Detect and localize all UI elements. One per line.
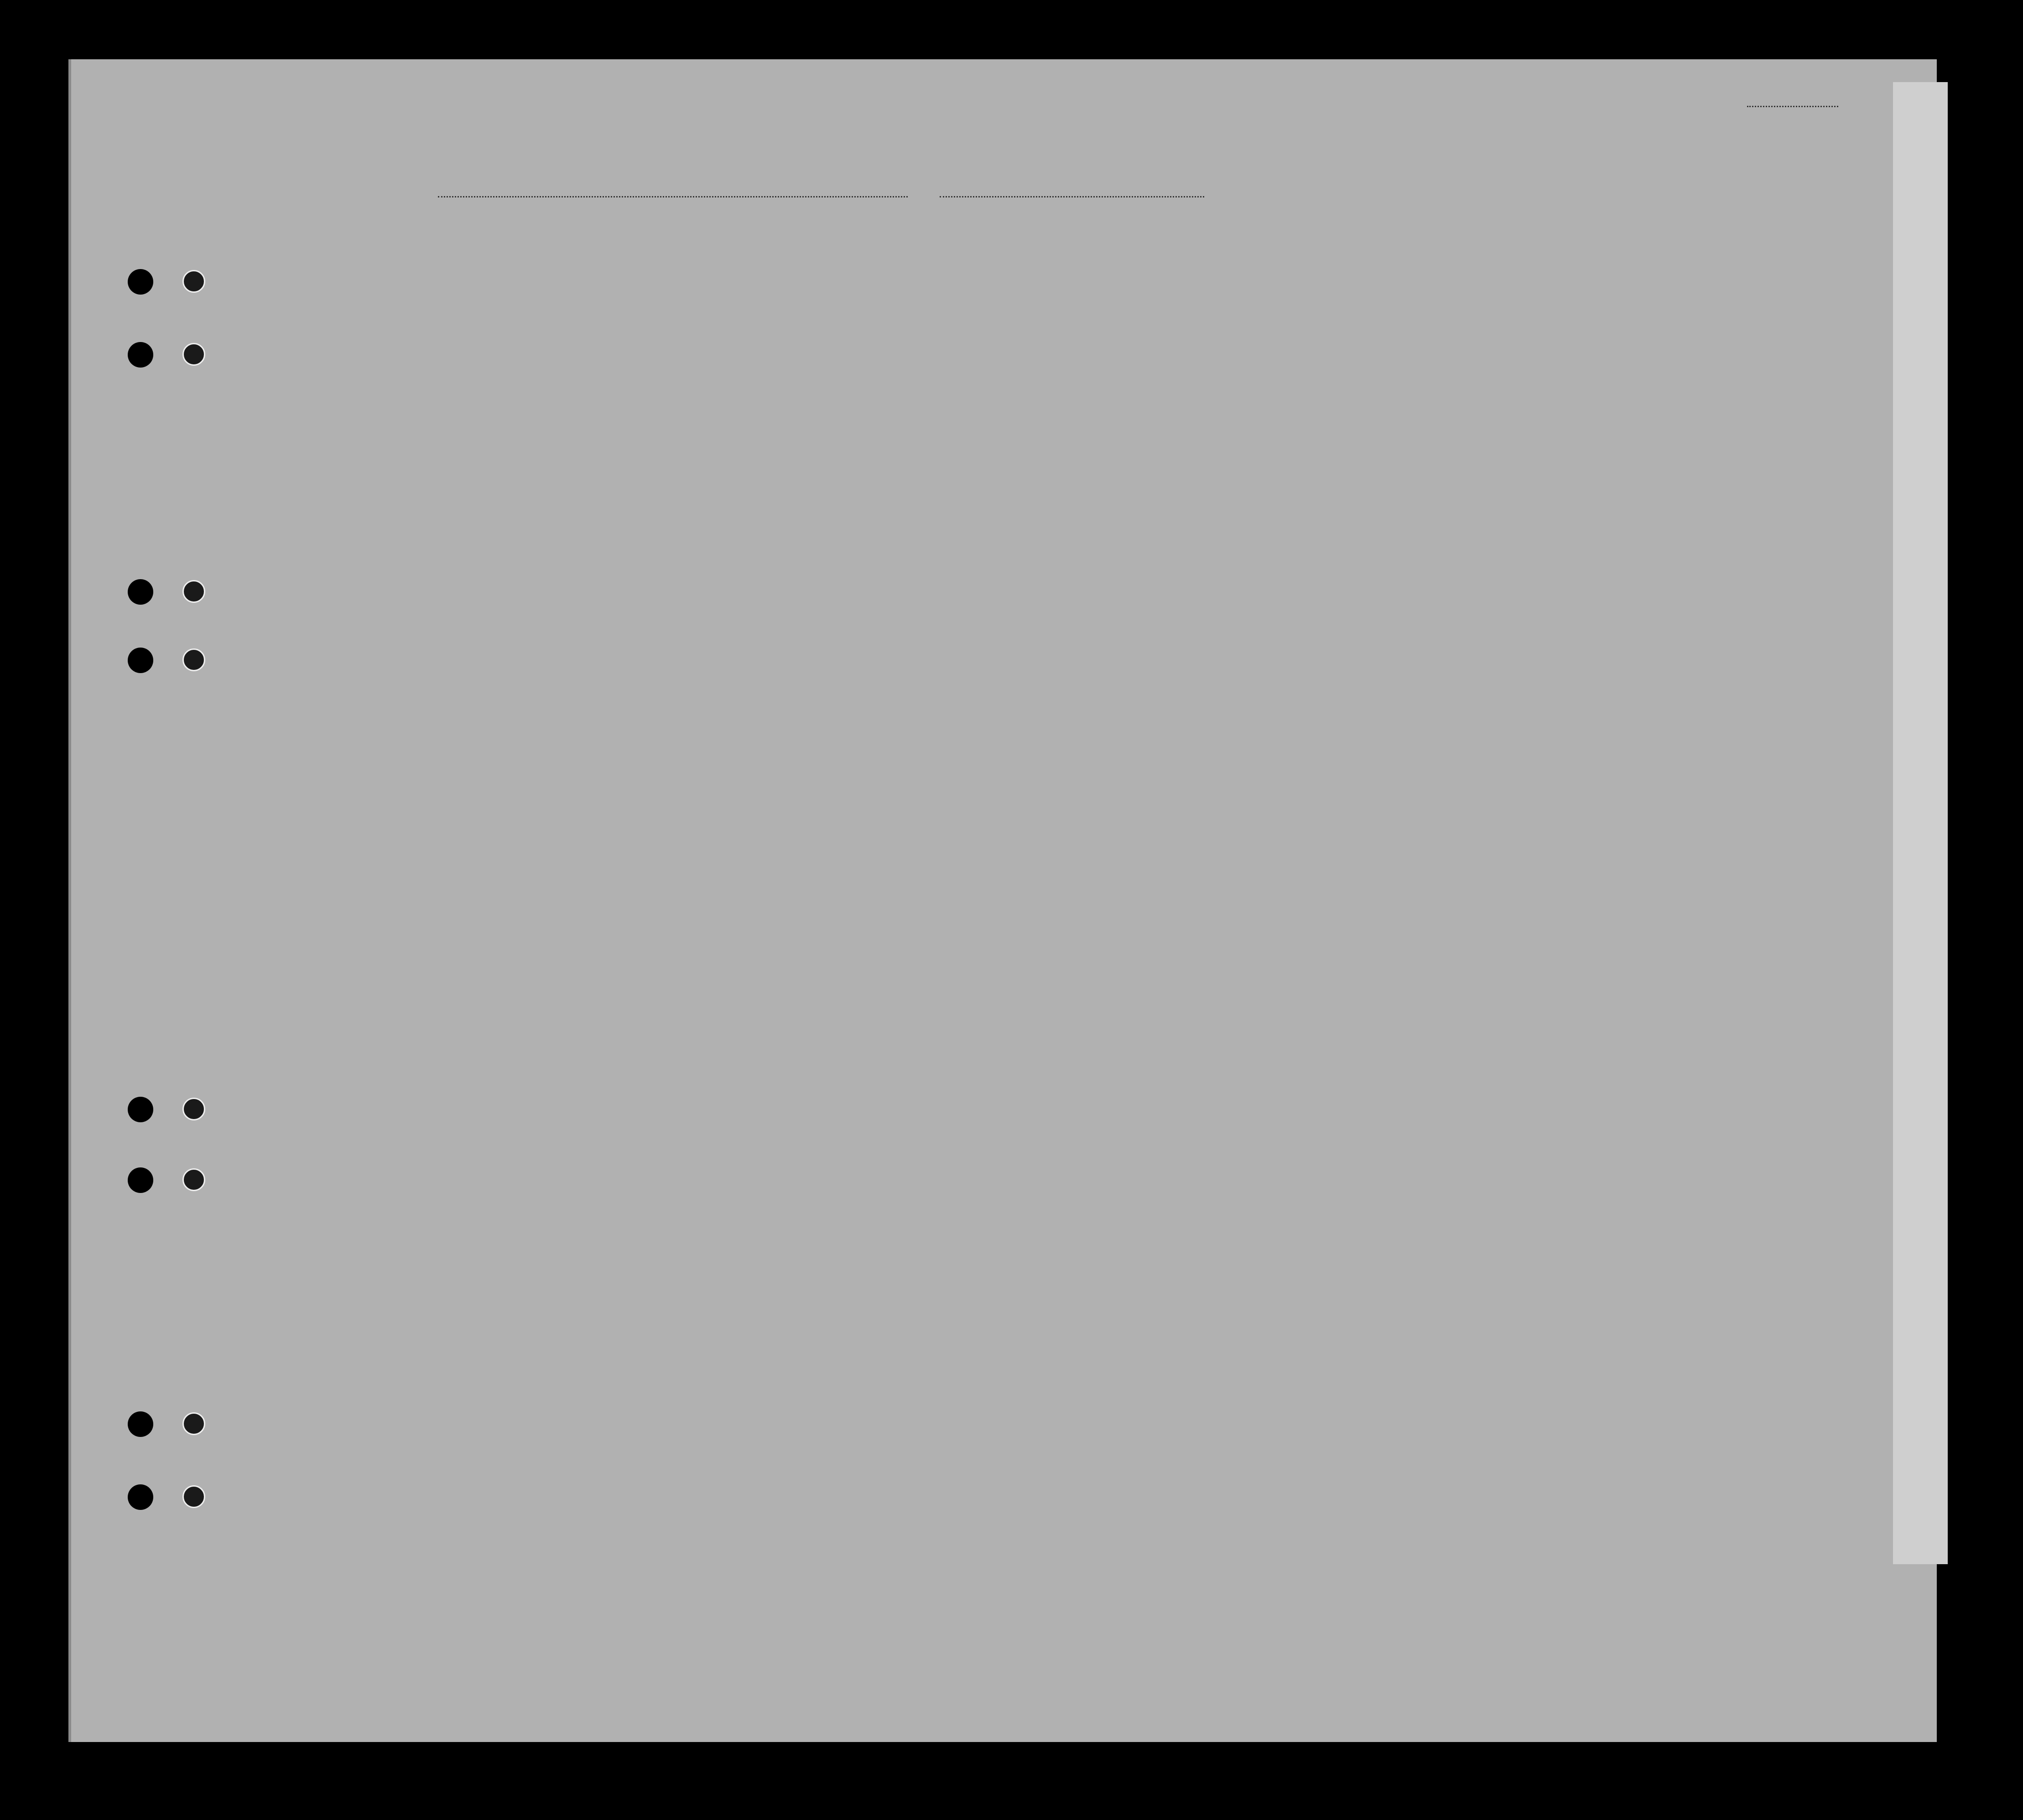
col30-heading (1467, 319, 1503, 433)
col19-heading (657, 319, 684, 433)
col29-heading (1430, 315, 1464, 433)
col21-heading (771, 319, 798, 433)
col24b-heading (1204, 324, 1245, 433)
col24a-heading (1159, 324, 1200, 433)
col26-heading (1334, 319, 1357, 433)
col27-heading (1357, 319, 1380, 433)
col25-heading (1302, 319, 1332, 433)
col24c-heading (1266, 324, 1298, 433)
col33-feet (1617, 392, 1640, 429)
col33-inches (1640, 392, 1663, 429)
col28-heading (1380, 315, 1428, 433)
